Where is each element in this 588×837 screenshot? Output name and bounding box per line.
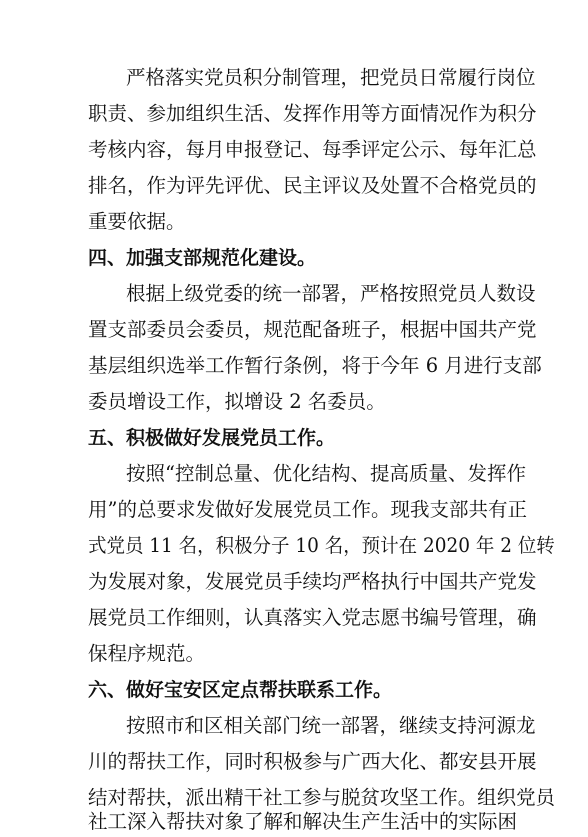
paragraph-line: 展党员工作细则，认真落实入党志愿书编号管理，确 [88, 606, 537, 629]
section-heading: 六、做好宝安区定点帮扶联系工作。 [88, 679, 393, 701]
paragraph-line: 重要依据。 [88, 210, 186, 233]
paragraph-line: 保程序规范。 [88, 642, 206, 665]
paragraph-line: 川的帮扶工作，同时积极参与广西大化、都安县开展 [88, 750, 537, 773]
paragraph-line: 职责、参加组织生活、发挥作用等方面情况作为积分 [88, 102, 537, 125]
paragraph-line: 基层组织选举工作暂行条例，将于今年 6 月进行支部 [88, 354, 542, 377]
paragraph-line: 委员增设工作，拟增设 2 名委员。 [88, 390, 386, 413]
paragraph-line: 根据上级党委的统一部署，严格按照党员人数设 [126, 282, 536, 305]
paragraph-line: 考核内容，每月申报登记、每季评定公示、每年汇总 [88, 138, 537, 161]
paragraph-line: 排名，作为评先评优、民主评议及处置不合格党员的 [88, 174, 537, 197]
section-heading: 五、积极做好发展党员工作。 [88, 427, 336, 449]
paragraph-line: 结对帮扶，派出精干社工参与脱贫攻坚工作。组织党员 [88, 786, 556, 809]
paragraph-line: 式党员 11 名，积极分子 10 名，预计在 2020 年 2 位转 [88, 534, 555, 557]
paragraph-line: 置支部委员会委员，规范配备班子，根据中国共产党 [88, 318, 537, 341]
paragraph-line: 按照“控制总量、优化结构、提高质量、发挥作 [126, 462, 526, 485]
paragraph-line: 按照市和区相关部门统一部署，继续支持河源龙 [126, 714, 536, 737]
paragraph-line: 用”的总要求发做好发展党员工作。现我支部共有正 [88, 498, 527, 521]
section-heading: 四、加强支部规范化建设。 [88, 247, 317, 269]
paragraph-line: 严格落实党员积分制管理，把党员日常履行岗位 [126, 66, 536, 89]
paragraph-line: 为发展对象，发展党员手续均严格执行中国共产党发 [88, 570, 537, 593]
paragraph-line: 社工深入帮扶对象了解和解决生产生活中的实际困 [88, 810, 518, 833]
